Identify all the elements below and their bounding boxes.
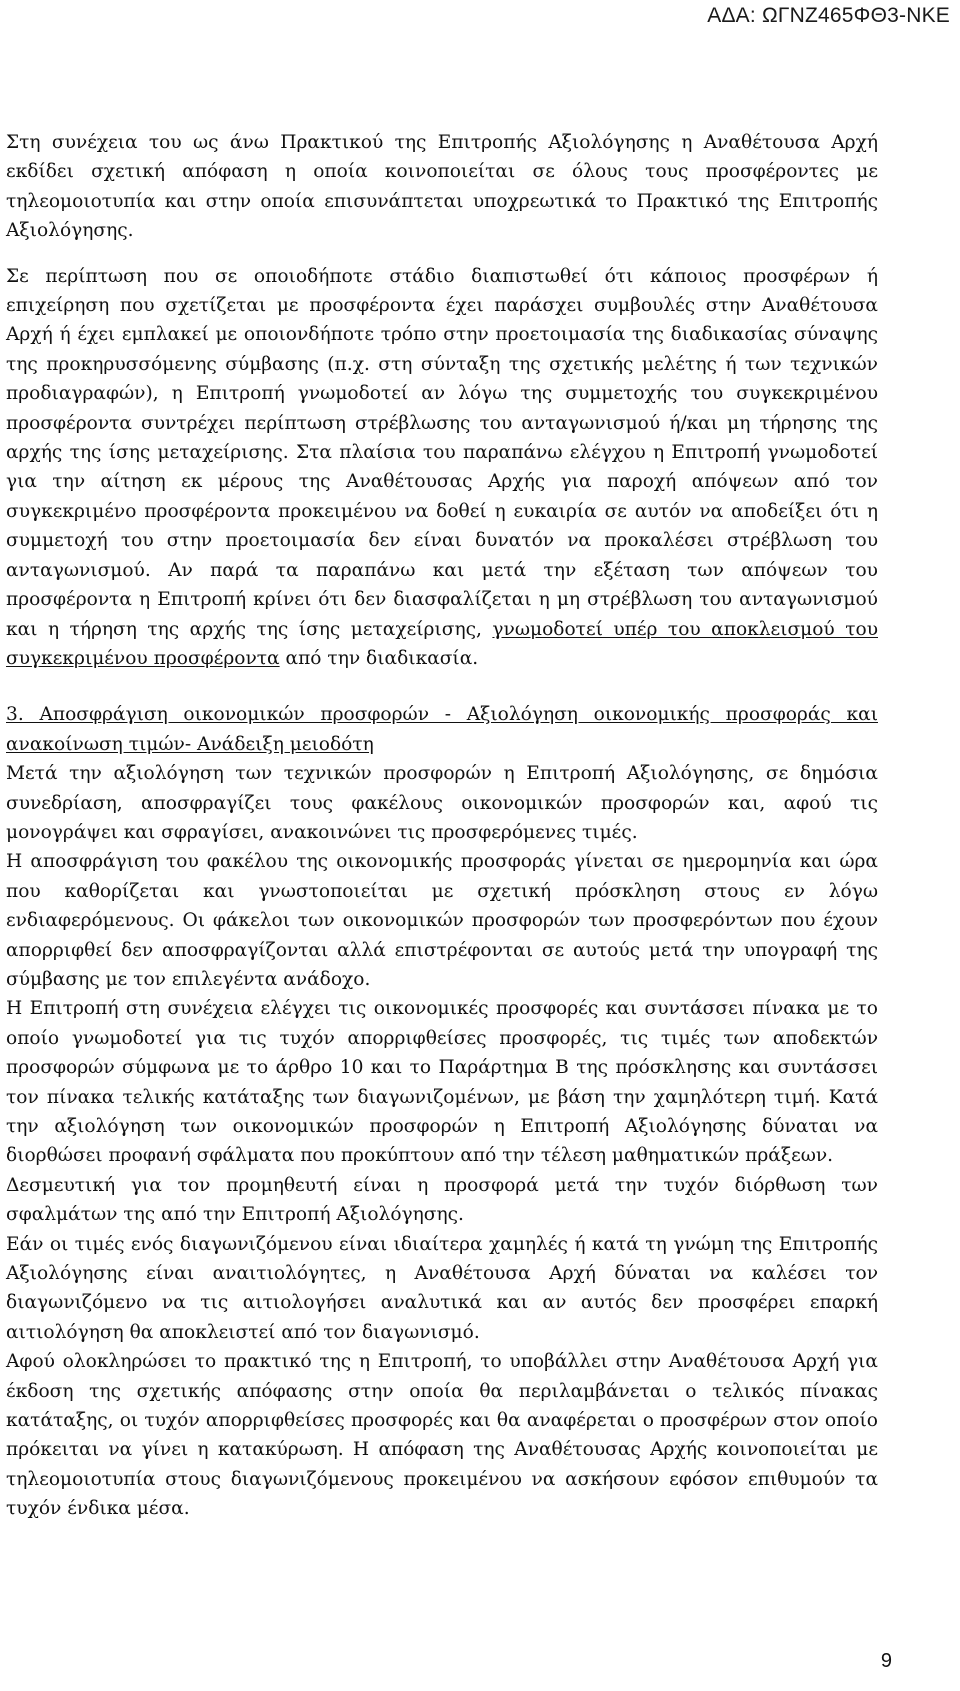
paragraph-evaluation-table: Η Επιτροπή στη συνέχεια ελέγχει τις οικονομικές προσφορές και συντάσσει πίνακα με το οποίο γνωμοδοτεί για τις τυχόν απορριφθείσες προσφορές, τις τιμές των αποδεκτών προσφορών σύμφωνα με το άρθρο 10 και το Παράρτημα Β της πρόσκλησης και συντάσσει τον πίνακα τελικής κατάταξης των διαγωνιζομένων, με βάση την χαμηλότερη τιμή. Κατά την αξιολόγηση των οικονομικών προσφορών η Επιτροπή Αξιολόγησης δύναται να διορθώσει προφανή σφάλματα που προκύπτουν από την τέλεση μαθηματικών πράξεων. <box>6 998 878 1167</box>
page-number: 9 <box>880 1650 892 1672</box>
paragraph-low-prices: Εάν οι τιμές ενός διαγωνιζόμενου είναι ιδιαίτερα χαμηλές ή κατά τη γνώμη της Επιτροπής Αξιολόγησης είναι αναιτιολόγητες, η Αναθέτουσα Αρχή δύναται να καλέσει τον διαγωνιζόμενο να τις αιτιολογήσει αναλυτικά και αν αυτός δεν προσφέρει επαρκή αιτιολόγηση θα αποκλειστεί από τον διαγωνισμό. <box>6 1233 878 1343</box>
paragraph-final-report: Αφού ολοκληρώσει το πρακτικό της η Επιτροπή, το υποβάλλει στην Αναθέτουσα Αρχή για έκδοση της σχετικής απόφασης στην οποία θα περιλαμβάνεται ο τελικός πίνακας κατάταξης, οι τυχόν απορριφθείσες προσφορές και θα αναφέρεται ο προσφέρων στον οποίο πρόκειται να γίνει η κατακύρωση. Η απόφαση της Αναθέτουσας Αρχής κοινοποιείται με τηλεομοιοτυπία στους διαγωνιζόμενους προκειμένου να ασκήσουν εφόσον επιθυμούν τα τυχόν ένδικα μέσα. <box>6 1351 878 1520</box>
paragraph-text: Σε περίπτωση που σε οποιοδήποτε στάδιο διαπιστωθεί ότι κάποιος προσφέρων ή επιχείρηση που σχετίζεται με προσφέροντα έχει παράσχει συμβουλές στην Αναθέτουσα Αρχή ή έχει εμπλακεί με οποιονδήποτε τρόπο στην προετοιμασία της διαδικασίας σύναψης της προκηρυσσόμενης σύμβασης (π.χ. στη σύνταξη της σχετικής μελέτης ή των τεχνικών προδιαγραφών), η Επιτροπή γνωμοδοτεί αν λόγω της συμμετοχής του συγκεκριμένου προσφέροντα συντρέχει περίπτωση στρέβλωσης του ανταγωνισμού ή/και μη τήρησης της αρχής της ίσης μεταχείρισης. Στα πλαίσια του παραπάνω ελέγχου η Επιτροπή γνωμοδοτεί για την αίτηση εκ μέρους της Αναθέτουσας Αρχής για παροχή απόψεων από τον συγκεκριμένο προσφέροντα προκειμένου να δοθεί η ευκαιρία σε αυτόν να αποδείξει ότι η συμμετοχή του στην προετοιμασία δεν είναι δυνατόν να προκαλέσει στρέβλωση του ανταγωνισμού. Αν παρά τα παραπάνω και μετά την εξέταση των απόψεων του προσφέροντα η Επιτροπή κρίνει ότι δεν διασφαλίζεται η μη στρέβλωση του ανταγωνισμού και η τήρηση της αρχής της ίσης μεταχείρισης, <box>6 265 878 640</box>
underlined-exclusion-text: γνωμοδοτεί υπέρ του αποκλεισμού του συγκεκριμένου προσφέροντα <box>6 618 878 669</box>
section-3-heading: 3. Αποσφράγιση οικονομικών προσφορών - Αξιολόγηση οικονομικής προσφοράς και ανακοίνωση τιμών- Ανάδειξη μειοδότη <box>6 704 878 755</box>
document-body <box>6 128 878 1524</box>
paragraph-conflict-of-interest <box>6 262 878 674</box>
paragraph-binding-offer: Δεσμευτική για τον προμηθευτή είναι η προσφορά μετά την τυχόν διόρθωση των σφαλμάτων της από την Επιτροπή Αξιολόγησης. <box>6 1174 878 1226</box>
paragraph-text-end: από την διαδικασία. <box>279 647 479 669</box>
paragraph-opening-date: Η αποσφράγιση του φακέλου της οικονομικής προσφοράς γίνεται σε ημερομηνία και ώρα που καθορίζεται και γνωστοποιείται με σχετική πρόσκληση στους εν λόγω ενδιαφερόμενους. Οι φάκελοι των οικονομικών προσφορών των προσφερόντων που έχουν απορριφθεί δεν αποσφραγίζονται αλλά επιστρέφονται σε αυτούς μετά την υπογραφή της σύμβασης με τον επιλεγέντα ανάδοχο. <box>6 851 878 990</box>
paragraph-commission-decision: Στη συνέχεια του ως άνω Πρακτικού της Επιτροπής Αξιολόγησης η Αναθέτουσα Αρχή εκδίδει σχετική απόφαση η οποία κοινοποιείται σε όλους τους προσφέροντες με τηλεομοιοτυπία και στην οποία επισυνάπτεται υποχρεωτικά το Πρακτικό της Επιτροπής Αξιολόγησης. <box>6 132 878 242</box>
paragraph-opening-financial-offers: Μετά την αξιολόγηση των τεχνικών προσφορών η Επιτροπή Αξιολόγησης, σε δημόσια συνεδρίαση, αποσφραγίζει τους φακέλους οικονομικών προσφορών και, αφού τις μονογράψει και σφραγίσει, ανακοινώνει τις προσφερόμενες τιμές. <box>6 763 878 843</box>
ada-identifier: ΑΔΑ: ΩΓΝΖ465ΦΘ3-ΝΚΕ <box>707 4 950 27</box>
